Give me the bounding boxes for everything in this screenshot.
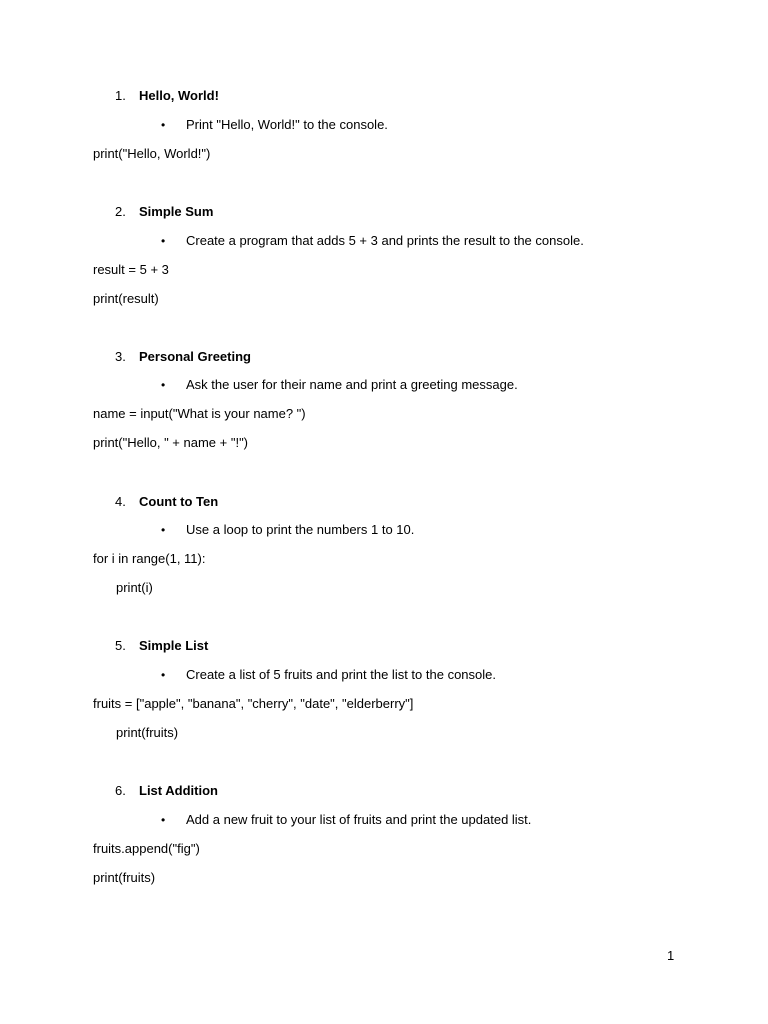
exercise-1-description: Print "Hello, World!" to the console. bbox=[186, 117, 388, 132]
bullet-icon: • bbox=[161, 668, 166, 682]
bullet-icon: • bbox=[161, 378, 166, 392]
bullet-icon: • bbox=[161, 523, 166, 537]
bullet-icon: • bbox=[161, 234, 166, 248]
exercise-3-number: 3. bbox=[115, 349, 126, 364]
exercise-3-code-line-2: print("Hello, " + name + "!") bbox=[93, 435, 249, 450]
bullet-icon: • bbox=[161, 813, 166, 827]
bullet-icon: • bbox=[161, 118, 166, 132]
exercise-1-code-line-1: print("Hello, World!") bbox=[93, 146, 211, 161]
exercise-1-number: 1. bbox=[115, 88, 126, 103]
exercise-6-description: Add a new fruit to your list of fruits and print the updated list. bbox=[186, 812, 532, 827]
exercise-5-code-line-2: print(fruits) bbox=[116, 725, 179, 740]
exercise-5-code-line-1: fruits = ["apple", "banana", "cherry", "date", "elderberry"] bbox=[93, 696, 414, 711]
exercise-4-code-line-1: for i in range(1, 11): bbox=[93, 551, 206, 566]
exercise-3-description: Ask the user for their name and print a greeting message. bbox=[186, 377, 518, 392]
exercise-5-description: Create a list of 5 fruits and print the list to the console. bbox=[186, 667, 496, 682]
exercise-6-title: List Addition bbox=[139, 783, 218, 798]
exercise-3-code-line-1: name = input("What is your name? ") bbox=[93, 406, 306, 421]
exercise-5-title: Simple List bbox=[139, 638, 209, 653]
exercise-2-code-line-1: result = 5 + 3 bbox=[93, 262, 169, 277]
exercise-2-code-line-2: print(result) bbox=[93, 291, 159, 306]
exercise-6-code-line-1: fruits.append("fig") bbox=[93, 841, 200, 856]
exercise-2-description: Create a program that adds 5 + 3 and prints the result to the console. bbox=[186, 233, 584, 248]
exercise-4-description: Use a loop to print the numbers 1 to 10. bbox=[186, 522, 415, 537]
exercise-6-number: 6. bbox=[115, 783, 126, 798]
page-number: 1 bbox=[667, 948, 675, 963]
exercise-5-number: 5. bbox=[115, 638, 126, 653]
exercise-2-title: Simple Sum bbox=[139, 204, 214, 219]
exercise-3-title: Personal Greeting bbox=[139, 349, 251, 364]
exercise-6-code-line-2: print(fruits) bbox=[93, 870, 156, 885]
exercise-4-code-line-2: print(i) bbox=[116, 580, 153, 595]
exercise-1-title: Hello, World! bbox=[139, 88, 219, 103]
exercise-4-number: 4. bbox=[115, 494, 126, 509]
exercise-2-number: 2. bbox=[115, 204, 126, 219]
exercise-4-title: Count to Ten bbox=[139, 494, 219, 509]
